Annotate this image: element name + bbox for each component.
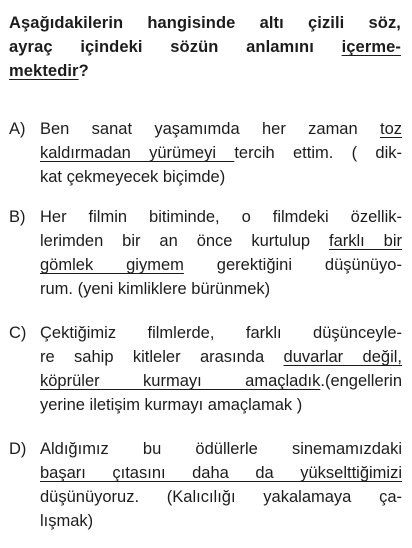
option-a-letter: A) [9, 120, 26, 138]
option-c-underlined-2: köprüler kurmayı amaçladık [40, 372, 321, 390]
option-b-line-2 [40, 229, 402, 253]
question-mark: ? [78, 62, 89, 80]
option-d-line-4: lışmak) [40, 512, 94, 530]
question-line-1: Aşağıdakilerin hangisinde altı çizili söz, [9, 14, 401, 32]
option-a-line-1 [40, 117, 402, 141]
option-d-text [40, 437, 402, 533]
option-c-line-4: yerine iletişim kurmayı amaçlamak ) [40, 396, 303, 414]
option-b-underlined-2: gömlek giymem [40, 256, 184, 274]
option-d-line-3: düşünüyoruz. (Kalıcılığı yakalamaya ça- [40, 488, 402, 506]
option-a-line-2 [40, 141, 402, 165]
option-c-text [40, 321, 402, 417]
option-c-line-2 [40, 345, 402, 369]
option-c-underlined-1: duvarlar değil, [283, 348, 402, 366]
option-b-letter: B) [9, 208, 26, 226]
option-b-text [40, 205, 402, 301]
option-c-line-3-text: .(engellerin [320, 372, 402, 390]
option-c-line-3 [40, 369, 402, 393]
option-c-line-2-text: re sahip kitleler arasında [40, 348, 284, 366]
question-line-3 [9, 59, 401, 83]
question-stem [9, 11, 401, 83]
option-c-line-1: Çektiğimiz filmlerde, farklı düşünceyle- [40, 324, 402, 342]
option-c-letter: C) [9, 324, 27, 342]
question-line-2 [9, 35, 401, 59]
option-b-line-1: Her filmin bitiminde, o filmdeki özellik- [40, 208, 402, 226]
option-a-line-2-text: tercih ettim. ( dik- [234, 144, 402, 162]
option-d-underlined-1: başarı çıtasını daha da yükselttiğimizi [40, 464, 402, 482]
option-b-line-2-text: lerimden bir an önce kurtulup [40, 232, 329, 250]
option-b-underlined-1: farklı bir [328, 232, 402, 250]
option-b-line-3 [40, 253, 402, 277]
option-d-line-1: Aldığımız bu ödüllerle sinemamızdaki [40, 440, 402, 458]
option-a-line-1-text: Ben sanat yaşamımda her zaman [40, 120, 380, 138]
option-d-letter: D) [9, 440, 27, 458]
option-a-underlined-1: toz [379, 120, 402, 138]
question-line-2-text: ayraç içindeki sözün anlamını [9, 38, 342, 56]
option-b-line-3-text: gerektiğini düşünüyo- [183, 256, 402, 274]
option-d-line-2 [40, 461, 402, 485]
option-a-underlined-2: kaldırmadan yürümeyi [40, 144, 235, 162]
question-underlined-word-part-1: içerme- [341, 38, 401, 56]
option-a-line-3: kat çekmeyecek biçimde) [40, 168, 226, 186]
option-a-text [40, 117, 402, 189]
option-b-line-4: rum. (yeni kimliklere bürünmek) [40, 280, 271, 298]
question-underlined-word-part-2: mektedir [9, 62, 79, 80]
